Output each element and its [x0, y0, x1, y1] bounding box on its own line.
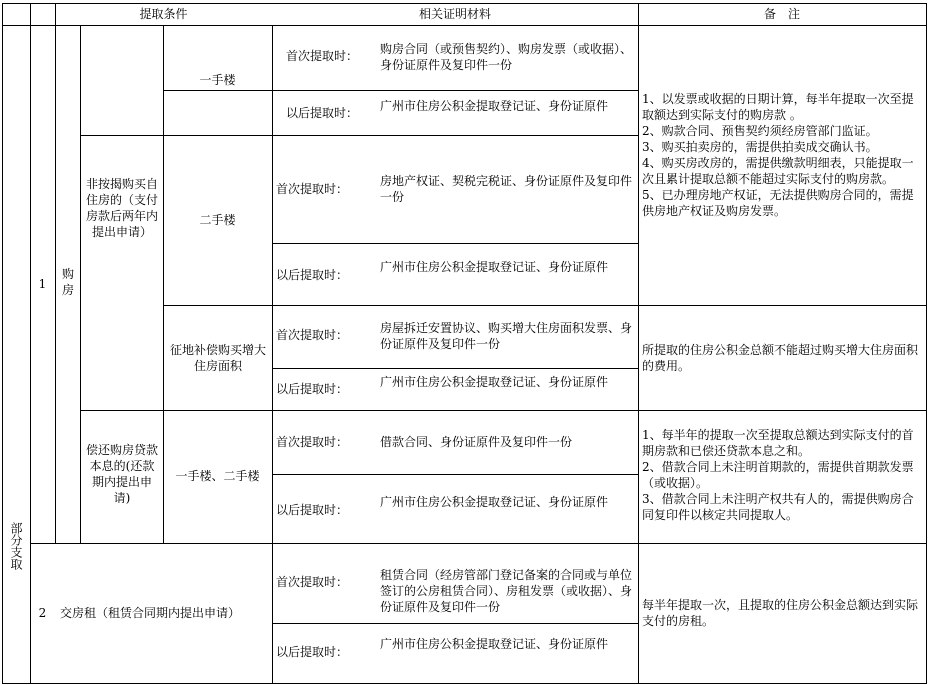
remark-line: 3、购买拍卖房的，需提供拍卖成交确认书。	[642, 140, 878, 154]
later-extract-label: 以后提取时：	[276, 645, 349, 659]
remark-line: 3、借款合同上未注明产权共有人的，需提供购房合同复印件以核定共同提取人。	[642, 492, 914, 522]
remark-line: 1、以发票或收据的日期计算，每半年提取一次至提取额达到实际支付的购房款 。	[642, 92, 914, 122]
first-extract-text: 购房合同（或预售契约）、购房发票（或收据）、身份证原件及复印件一份	[380, 42, 633, 72]
later-extract-text: 广州市住房公积金提取登记证、身份证原件	[380, 99, 609, 113]
first-extract-text: 租赁合同（经房管部门登记备案的合同或与单位签订的公房租赁合同）、房租发票（或收据）、身份证原件及复印件一份	[380, 568, 633, 614]
group-label-nonmortgage: 非按揭购买自住房的（支付房款后两年内提出申请）	[86, 177, 159, 239]
remark-land-compensation: 所提取的住房公积金总额不能超过购买增大住房面积的费用。	[642, 343, 919, 373]
remarks-nonmortgage	[642, 91, 922, 219]
later-extract-text: 广州市住房公积金提取登记证、身份证原件	[380, 495, 609, 509]
header-condition: 提取条件	[139, 7, 188, 21]
remark-line: 2、购款合同、预售契约须经房管部门监证。	[642, 124, 878, 138]
sub-label-first-hand: 一手楼	[199, 73, 236, 87]
remark-rent: 每半年提取一次，且提取的住房公积金总额达到实际支付的房租。	[642, 598, 919, 628]
later-extract-label: 以后提取时：	[276, 382, 349, 396]
sub-label-first-second-hand: 一手楼、二手楼	[175, 469, 260, 483]
item-name: 交房租（租赁合同期内提出申请）	[60, 606, 241, 620]
first-extract-label: 首次提取时：	[276, 435, 349, 449]
first-extract-label: 首次提取时：	[276, 575, 349, 589]
remark-line: 2、借款合同上未注明首期款的，需提供首期款发票（或收据）。	[642, 460, 914, 490]
first-extract-text: 房地产权证、契税完税证、身份证原件及复印件一份	[380, 174, 633, 204]
sub-label-land-compensation: 征地补偿购买增大住房面积	[169, 343, 266, 373]
later-extract-label: 以后提取时：	[286, 106, 359, 120]
item-number: 1	[38, 277, 47, 291]
first-extract-text: 借款合同、身份证原件及复印件一份	[380, 435, 573, 449]
remark-line: 5、已办理房地产权证，无法提供购房合同的，需提供房地产权证及购房发票。	[642, 188, 914, 218]
later-extract-label: 以后提取时：	[276, 268, 349, 282]
remarks-mortgage	[642, 427, 922, 523]
first-extract-text: 房屋拆迁安置协议、购买增大住房面积发票、身份证原件及复印件一份	[380, 321, 633, 351]
remark-line: 1、每半年的提取一次至提取总额达到实际支付的首期房款和已偿还贷款本息之和。	[642, 428, 914, 458]
remark-line: 4、购买房改房的，需提供缴款明细表，只能提取一 次且累计提取总额不能超过实际支付的购房款。	[642, 156, 914, 186]
first-extract-label: 首次提取时：	[276, 328, 349, 342]
header-remarks: 备 注	[763, 7, 800, 21]
later-extract-text: 广州市住房公积金提取登记证、身份证原件	[380, 637, 609, 651]
first-extract-label: 首次提取时：	[276, 182, 349, 196]
later-extract-text: 广州市住房公积金提取登记证、身份证原件	[380, 375, 609, 389]
item-name: 购房	[61, 267, 74, 297]
first-extract-label: 首次提取时：	[286, 49, 359, 63]
later-extract-text: 广州市住房公积金提取登记证、身份证原件	[380, 260, 609, 274]
later-extract-label: 以后提取时：	[276, 503, 349, 517]
category-label: 部分支取	[9, 522, 23, 570]
group-label-mortgage: 偿还购房贷款本息的(还款期内提出申请)	[85, 443, 158, 505]
header-materials: 相关证明材料	[418, 7, 491, 21]
item-number: 2	[38, 606, 47, 620]
sub-label-second-hand: 二手楼	[199, 213, 236, 227]
